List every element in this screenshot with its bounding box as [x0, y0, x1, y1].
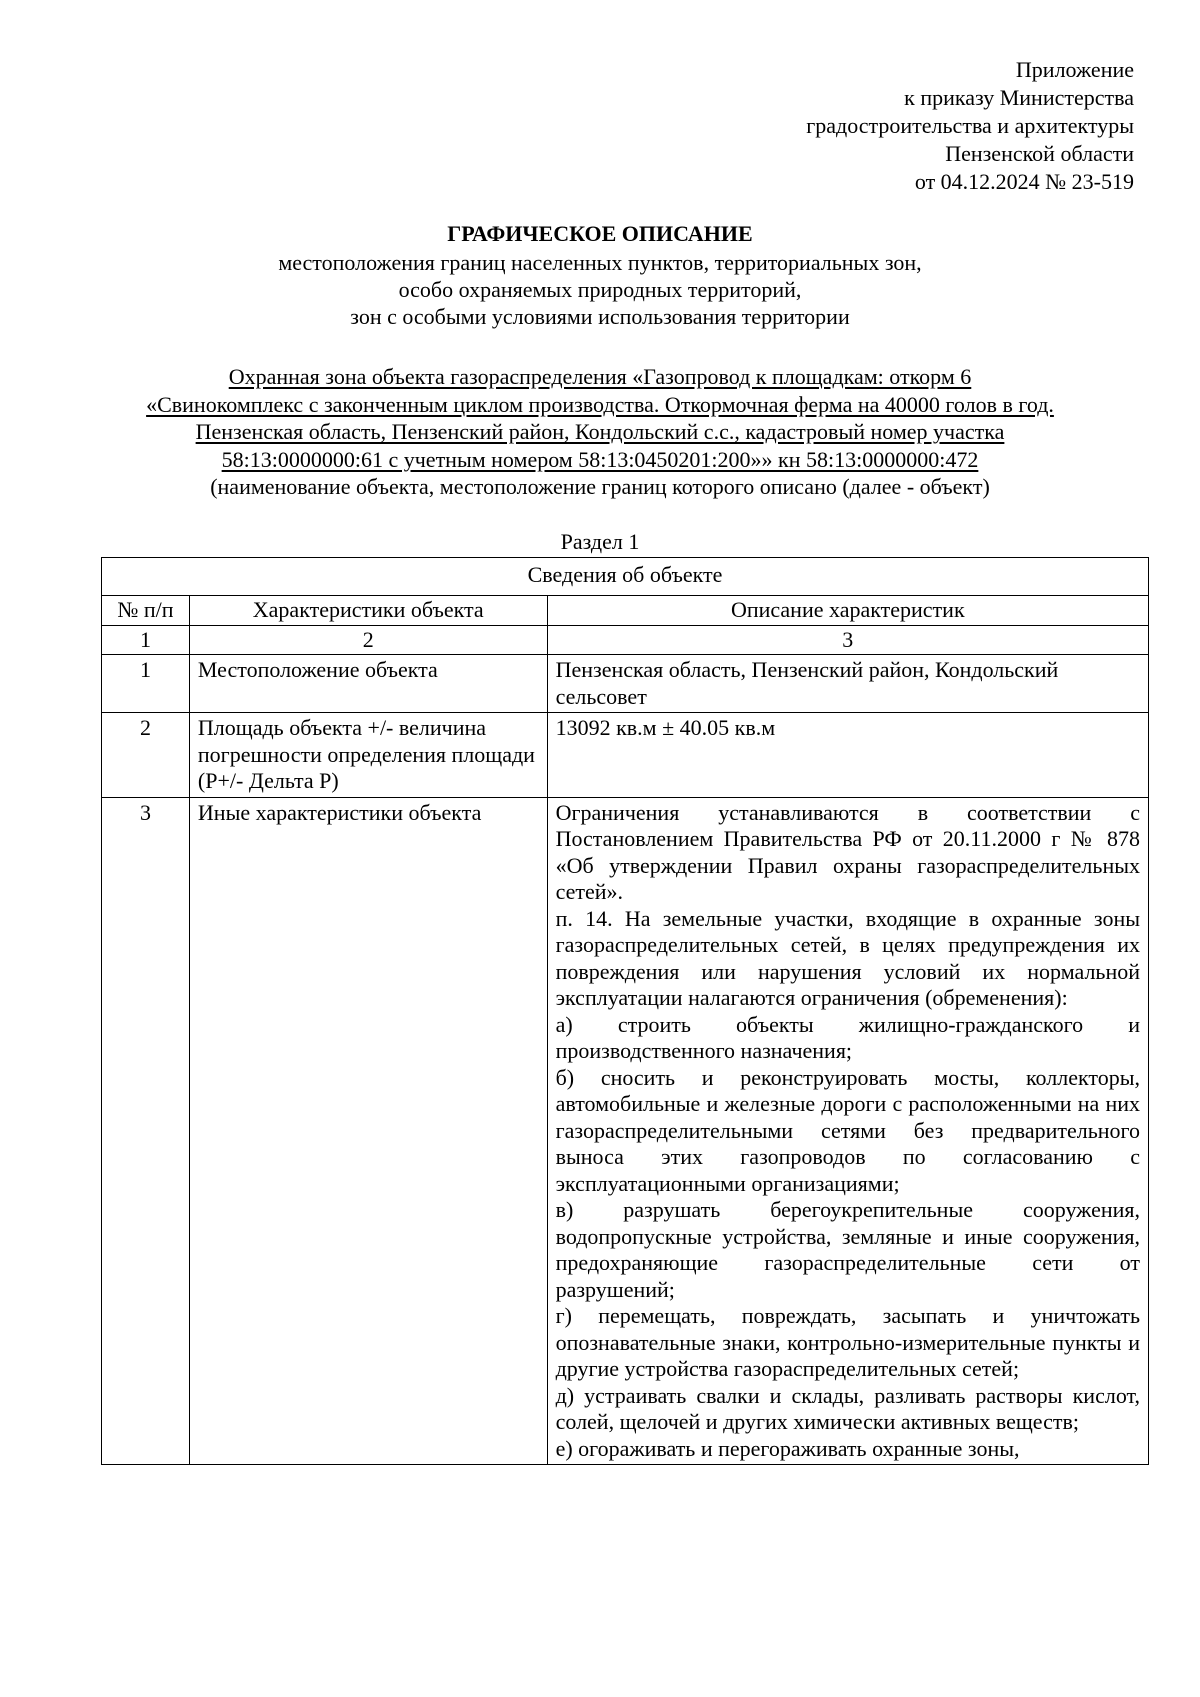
row-number: 2 [102, 713, 190, 798]
description-paragraph: в) разрушать берегоукрепительные сооружения, водопропускные устройства, земляные и иные сооружения, предохраняющие газораспределительные сети от разрушений; [555, 1197, 1140, 1302]
appendix-line: Приложение [1015, 57, 1134, 82]
object-caption: (наименование объекта, местоположение границ которого описано (далее - объект) [210, 474, 990, 500]
appendix-line: от 04.12.2024 № 23-519 [914, 169, 1134, 194]
appendix-line: к приказу Министерства [904, 85, 1134, 110]
appendix-line: Пензенской области [945, 141, 1134, 166]
table-title: Сведения об объекте [102, 558, 1149, 596]
row-description [547, 797, 1148, 1465]
row-characteristic: Местоположение объекта [189, 655, 547, 713]
column-header: Описание характеристик [547, 596, 1148, 626]
row-number: 3 [102, 797, 190, 1465]
table-row [102, 655, 1149, 713]
subtitle-line: местоположения границ населенных пунктов, территориальных зон, [278, 250, 922, 275]
document-subtitle [0, 249, 1200, 330]
row-description: Пензенская область, Пензенский район, Кондольский сельсовет [547, 655, 1148, 713]
table-row [102, 713, 1149, 798]
object-info-table [101, 557, 1149, 1465]
object-name-line: Пензенская область, Пензенский район, Кондольский с.с., кадастровый номер участка [195, 419, 1005, 445]
table-row [102, 797, 1149, 1465]
object-name-block [0, 363, 1200, 501]
row-number: 1 [102, 655, 190, 713]
column-number: 1 [102, 625, 190, 655]
column-number: 3 [547, 625, 1148, 655]
subtitle-line: особо охраняемых природных территорий, [398, 277, 802, 302]
appendix-line: градостроительства и архитектуры [806, 113, 1134, 138]
column-header: № п/п [102, 596, 190, 626]
description-paragraph: г) перемещать, повреждать, засыпать и уничтожать опознавательные знаки, контрольно-измерительные пункты и другие устройства газораспределительных сетей; [555, 1303, 1140, 1381]
description-paragraph: а) строить объекты жилищно-гражданского и производственного назначения; [555, 1011, 1140, 1063]
row-description: 13092 кв.м ± 40.05 кв.м [547, 713, 1148, 798]
appendix-block [534, 56, 1134, 196]
description-paragraph: п. 14. На земельные участки, входящие в охранные зоны газораспределительных сетей, в целях предупреждения их повреждения или нарушения условий их нормальной эксплуатации налагаются ограничения (обременения): [555, 905, 1140, 1010]
object-name-line: «Свинокомплекс с законченным циклом производства. Откормочная ферма на 40000 голов в год. [146, 391, 1054, 417]
section-label: Раздел 1 [560, 529, 640, 554]
column-number: 2 [189, 625, 547, 655]
description-paragraph: б) сносить и реконструировать мосты, коллекторы, автомобильные и железные дороги с расположенными на них газораспределительными сетями без предварительного выноса этих газопроводов по согласованию с эксплуатационными организациями; [555, 1064, 1140, 1196]
object-name-line: 58:13:0000000:61 с учетным номером 58:13:0450201:200»» кн 58:13:0000000:472 [221, 446, 979, 472]
column-header: Характеристики объекта [189, 596, 547, 626]
document-title: ГРАФИЧЕСКОЕ ОПИСАНИЕ [447, 221, 753, 246]
object-name-line: Охранная зона объекта газораспределения «Газопровод к площадкам: откорм 6 [228, 364, 972, 389]
subtitle-line: зон с особыми условиями использования территории [350, 304, 850, 329]
description-paragraph: д) устраивать свалки и склады, разливать растворы кислот, солей, щелочей и других химически активных веществ; [555, 1382, 1140, 1434]
row-characteristic: Иные характеристики объекта [189, 797, 547, 1465]
description-paragraph: е) огораживать и перегораживать охранные зоны, [555, 1435, 1020, 1461]
description-paragraph: Ограничения устанавливаются в соответствии с Постановлением Правительства РФ от 20.11.2000 г № 878 «Об утверждении Правил охраны газораспределительных сетей». [555, 799, 1140, 904]
row-characteristic: Площадь объекта +/- величина погрешности определения площади (Р+/- Дельта Р) [189, 713, 547, 798]
